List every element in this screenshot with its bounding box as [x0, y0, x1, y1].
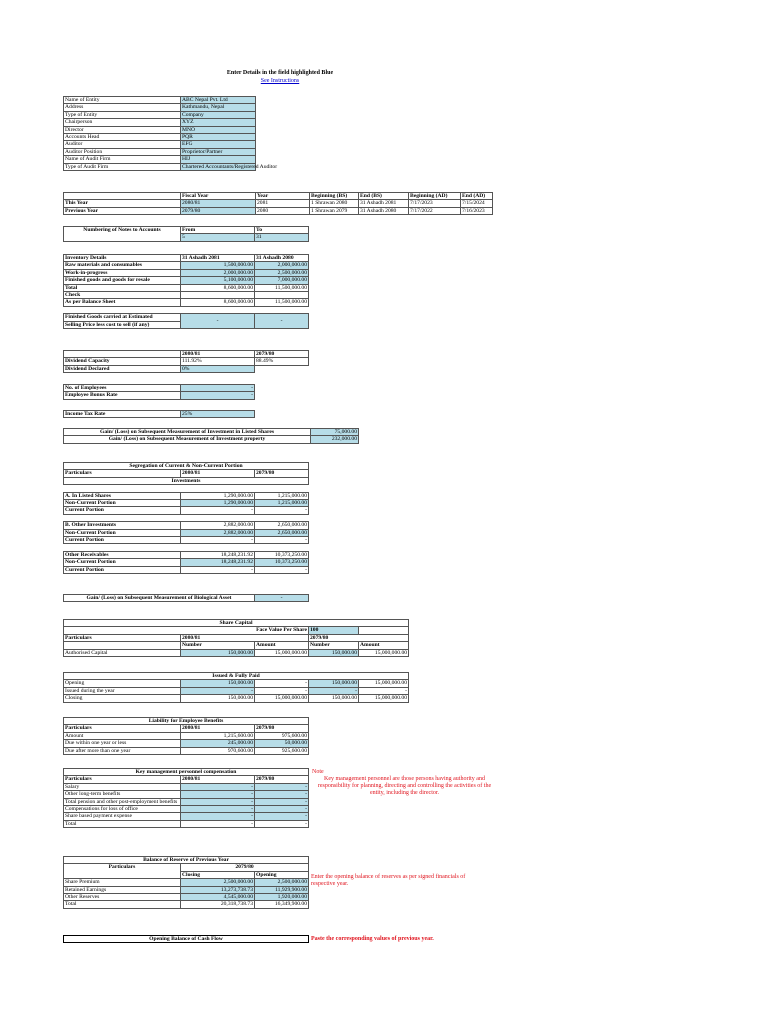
kmp-input[interactable]: -: [181, 783, 255, 790]
segregation-header: Particulars: [64, 470, 181, 477]
years-row-label: Previous Year: [64, 207, 181, 214]
reserve-input[interactable]: 11,929,900.00: [255, 886, 309, 893]
authorised-amount-2: 15,000,000.00: [359, 649, 409, 656]
kmp-value: -: [255, 820, 309, 827]
issued-row: [64, 687, 409, 694]
kmp-header-row: [64, 776, 309, 783]
segregation-input[interactable]: 18,248,231.92: [181, 559, 255, 566]
kmp-row: [64, 820, 309, 827]
entity-label: Type of Entity: [64, 111, 181, 118]
years-row: [64, 207, 493, 214]
segregation-header: 2080/81: [181, 470, 255, 477]
liability-input[interactable]: 50,000.00: [255, 740, 309, 747]
segregation-input[interactable]: 1,290,000.00: [181, 500, 255, 507]
notes-to-label: To: [255, 227, 309, 234]
entity-details-table: [63, 96, 278, 171]
kmp-input[interactable]: -: [255, 806, 309, 813]
segregation-value: 2,650,000.00: [255, 522, 309, 529]
segregation-row: [64, 500, 309, 507]
issued-label: Issued during the year: [64, 687, 181, 694]
entity-row: [64, 134, 256, 141]
reserve-note: Enter the opening balance of reserves as per signed financials of respective year.: [311, 874, 466, 887]
years-value: 31 Ashadh 2080: [359, 207, 409, 214]
inventory-header-row: [64, 255, 309, 262]
kmp-header: Particulars: [64, 776, 181, 783]
gain-property-label: Gain/ (Loss) on Subsequent Measurement of Investment property: [64, 436, 311, 443]
liability-row: [64, 732, 309, 739]
kmp-row: [64, 783, 309, 790]
segregation-label: Current Portion: [64, 507, 181, 514]
segregation-value: 18,248,231.92: [181, 551, 255, 558]
finished-goods-input[interactable]: -: [255, 314, 309, 329]
inventory-input[interactable]: 7,000,000.00: [255, 277, 309, 284]
segregation-label: Non-Current Portion: [64, 529, 181, 536]
notes-label: Numbering of Notes to Accounts: [64, 227, 181, 242]
inventory-header: 31 Ashadh 2080: [255, 255, 309, 262]
finished-goods-row: [64, 314, 309, 321]
segregation-header: 2079/80: [255, 470, 309, 477]
years-value: 2080: [256, 207, 310, 214]
years-header-row: [64, 193, 493, 200]
reserve-input[interactable]: 2,500,000.00: [255, 879, 309, 886]
reserve-input[interactable]: 4,545,000.00: [181, 894, 255, 901]
entity-value-input[interactable]: Company: [181, 111, 256, 118]
dividend-capacity-y1: 111.92%: [181, 358, 255, 365]
liability-value: 970,600.00: [181, 747, 255, 754]
issued-title: Issued & Fully Paid: [64, 673, 409, 680]
segregation-label: Current Portion: [64, 566, 181, 573]
gain-listed-label: Gain/ (Loss) on Subsequent Measurement of Investment in Listed Shares: [64, 429, 311, 436]
fiscal-year-input[interactable]: 2080/81: [181, 200, 256, 207]
segregation-value: -: [255, 566, 309, 573]
liability-title: Liability for Employee Benefits: [64, 718, 309, 725]
liability-value: 975,600.00: [255, 732, 309, 739]
kmp-row: [64, 798, 309, 805]
kmp-title: Key management personnel compensation: [64, 769, 309, 776]
liability-header-row: [64, 725, 309, 732]
segregation-row: [64, 529, 309, 536]
inventory-input[interactable]: 2,000,000.00: [181, 269, 255, 276]
inventory-value: 11,500,000.00: [255, 299, 309, 306]
issued-amount: -: [255, 680, 309, 687]
inventory-row: [64, 269, 309, 276]
segregation-value: 2,882,000.00: [181, 522, 255, 529]
segregation-row: [64, 507, 309, 514]
kmp-input[interactable]: -: [181, 798, 255, 805]
issued-label: Opening: [64, 680, 181, 687]
dividend-capacity-label: Dividend Capacity: [64, 358, 181, 365]
years-value: 1 Shrawan 2080: [310, 200, 359, 207]
inventory-input[interactable]: 2,000,000.00: [255, 262, 309, 269]
segregation-value: -: [181, 507, 255, 514]
reserve-title: Balance of Reserve of Previous Year: [64, 857, 309, 864]
inventory-value: 8,600,000.00: [181, 284, 255, 291]
entity-value-input[interactable]: Proprietor/Partner: [181, 148, 256, 155]
kmp-row: [64, 813, 309, 820]
kmp-input[interactable]: -: [255, 783, 309, 790]
reserve-row: [64, 901, 309, 908]
segregation-subheader: Investments: [64, 477, 309, 484]
gain-listed-input[interactable]: 75,000.00: [311, 429, 359, 436]
liability-row: [64, 740, 309, 747]
reserve-label: Retained Earnings: [64, 886, 181, 893]
entity-label: Accounts Head: [64, 134, 181, 141]
years-value: 7/15/2024: [461, 200, 493, 207]
issued-row: [64, 680, 409, 687]
cashflow-note: Paste the corresponding values of previous year.: [311, 936, 434, 942]
share-y1: 2080/81: [181, 634, 309, 641]
issued-amount: 15,000,000.00: [359, 680, 409, 687]
segregation-input[interactable]: 1,215,000.00: [255, 500, 309, 507]
page-title: Enter Details in the field highlighted Blue: [226, 70, 334, 76]
years-value: 31 Ashadh 2081: [359, 200, 409, 207]
liability-input[interactable]: 245,000.00: [181, 740, 255, 747]
inventory-value: 8,600,000.00: [181, 299, 255, 306]
finished-goods-label-2: Selling Price less cost to sell (if any): [64, 321, 181, 328]
kmp-input[interactable]: -: [181, 806, 255, 813]
entity-row: [64, 156, 256, 163]
segregation-row: [64, 559, 309, 566]
kmp-label: Other long-term benefits: [64, 791, 181, 798]
notes-to-input[interactable]: 31: [255, 234, 309, 241]
inventory-row: [64, 277, 309, 284]
liability-label: Due within one year or less: [64, 740, 181, 747]
years-header: Beginning (AD): [409, 193, 461, 200]
segregation-table: [63, 462, 309, 574]
liability-value: 925,600.00: [255, 747, 309, 754]
kmp-value: -: [181, 820, 255, 827]
entity-value-input[interactable]: XYZ: [181, 119, 256, 126]
dividend-table: [63, 350, 309, 373]
reserve-particulars: Particulars: [64, 864, 181, 879]
years-header: End (AD): [461, 193, 493, 200]
share-title: Share Capital: [64, 620, 409, 627]
years-value: 1 Shrawan 2079: [310, 207, 359, 214]
years-header: Fiscal Year: [181, 193, 256, 200]
years-header: [64, 193, 181, 200]
share-y2: 2079/80: [309, 634, 409, 641]
issued-number-input[interactable]: 150,000.00: [309, 680, 359, 687]
reserve-closing: Closing: [181, 871, 255, 878]
authorised-label: Authorised Capital: [64, 649, 181, 656]
inventory-header: Inventory Details: [64, 255, 181, 262]
segregation-value: 10,373,250.00: [255, 551, 309, 558]
segregation-value: -: [181, 566, 255, 573]
entity-row: [64, 126, 256, 133]
entity-value-input[interactable]: Kathmandu, Nepal: [181, 104, 256, 111]
kmp-label: Total: [64, 820, 181, 827]
finished-goods-label: Finished Goods carried at Estimated: [64, 314, 181, 321]
inventory-label: Work-in-progress: [64, 269, 181, 276]
entity-value-input[interactable]: MNO: [181, 126, 256, 133]
segregation-label: Current Portion: [64, 537, 181, 544]
entity-value-input[interactable]: ABC Nepal Pvt. Ltd: [181, 97, 256, 104]
entity-label: Type of Audit Firm: [64, 163, 181, 170]
kmp-label: Total pension and other post-employment benefits: [64, 798, 181, 805]
years-header: Year: [256, 193, 310, 200]
inventory-label: Finished goods and goods for resale: [64, 277, 181, 284]
reserve-label: Other Reserves: [64, 894, 181, 901]
reserve-input[interactable]: 1,920,000.00: [255, 894, 309, 901]
share-number-2: Number: [309, 642, 359, 649]
inventory-row: [64, 292, 309, 299]
entity-value-input[interactable]: Chartered Accountants/Registered Auditor: [182, 163, 278, 170]
inventory-header: 31 Ashadh 2081: [181, 255, 255, 262]
notes-from-label: From: [181, 227, 255, 234]
inventory-value: 11,500,000.00: [255, 284, 309, 291]
entity-row: [64, 111, 256, 118]
liability-header: 2079/80: [255, 725, 309, 732]
segregation-value: 1,290,000.00: [181, 492, 255, 499]
biological-asset-table: [63, 594, 309, 602]
issued-number: 150,000.00: [181, 695, 255, 702]
segregation-label: B. Other Investments: [64, 522, 181, 529]
reserve-label: Share Premium: [64, 879, 181, 886]
dividend-header-blank: [64, 351, 181, 358]
kmp-header: 2079/80: [255, 776, 309, 783]
entity-value-input[interactable]: HIJ: [181, 156, 256, 163]
notes-numbering-table: [63, 226, 309, 242]
segregation-value: -: [181, 537, 255, 544]
liability-row: [64, 747, 309, 754]
years-row: [64, 200, 493, 207]
inventory-label: Raw materials and consumables: [64, 262, 181, 269]
investment-gains-table: [63, 428, 359, 444]
segregation-row: [64, 537, 309, 544]
issued-amount: -: [359, 687, 409, 694]
segregation-label: Non-Current Portion: [64, 500, 181, 507]
face-value-label: Face Value Per Share: [64, 627, 309, 634]
entity-label: Chairperson: [64, 119, 181, 126]
reserve-value: 20,318,738.73: [181, 901, 255, 908]
notes-from-input[interactable]: 5: [181, 234, 255, 241]
years-value: 7/17/2023: [409, 200, 461, 207]
issued-number-input[interactable]: -: [309, 687, 359, 694]
bio-label: Gain/ (Loss) on Subsequent Measurement of Biological Asset: [64, 595, 255, 602]
reserve-input[interactable]: 13,273,738.73: [181, 886, 255, 893]
inventory-row: [64, 299, 309, 306]
issued-label: Closing: [64, 695, 181, 702]
kmp-input[interactable]: -: [181, 813, 255, 820]
issued-amount: 15,000,000.00: [359, 695, 409, 702]
segregation-row: [64, 566, 309, 573]
instructions-link[interactable]: See Instructions: [260, 78, 300, 84]
segregation-label: A. In Listed Shares: [64, 492, 181, 499]
segregation-input[interactable]: 10,373,250.00: [255, 559, 309, 566]
issued-number-input[interactable]: -: [181, 687, 255, 694]
liability-label: Due after more than one year: [64, 747, 181, 754]
seg-title-row: [64, 463, 309, 470]
employees-bonus-input[interactable]: -: [181, 392, 255, 399]
entity-value-input[interactable]: PQR: [181, 134, 256, 141]
share-amount-2: Amount: [359, 642, 409, 649]
kmp-table: [63, 768, 309, 828]
kmp-label: Share based payment expense: [64, 813, 181, 820]
gain-property-input[interactable]: 232,000.00: [311, 436, 359, 443]
kmp-input[interactable]: -: [181, 791, 255, 798]
inventory-table: [63, 254, 309, 329]
tax-table: [63, 410, 255, 418]
dividend-header-y2: 2079/80: [255, 351, 309, 358]
finished-goods-input[interactable]: -: [181, 314, 255, 329]
employees-bonus-label: Employee Bonus Rate: [64, 392, 181, 399]
authorised-amount-1: 15,000,000.00: [255, 649, 309, 656]
face-value-input[interactable]: 100: [309, 627, 359, 634]
kmp-input[interactable]: -: [255, 798, 309, 805]
dividend-declared-label: Dividend Declared: [64, 365, 181, 372]
issued-capital-table: [63, 672, 409, 703]
entity-row: [64, 119, 256, 126]
kmp-label: Salary: [64, 783, 181, 790]
reserve-label: Total: [64, 901, 181, 908]
reserve-year: 2079/80: [181, 864, 309, 871]
seg-sub-row: [64, 477, 309, 484]
entity-label: Director: [64, 126, 181, 133]
seg-header-row: [64, 470, 309, 477]
inventory-value: [181, 292, 255, 299]
entity-row: [64, 148, 256, 155]
kmp-row: [64, 791, 309, 798]
share-capital-table: [63, 619, 409, 657]
segregation-value: -: [255, 507, 309, 514]
fiscal-years-table: [63, 192, 493, 215]
employees-count-label: No. of Employees: [64, 385, 181, 392]
issued-row: [64, 695, 409, 702]
segregation-row: [64, 492, 309, 499]
inventory-input[interactable]: 2,500,000.00: [255, 269, 309, 276]
reserve-opening: Opening: [255, 871, 309, 878]
liability-header: 2080/81: [181, 725, 255, 732]
kmp-header: 2080/81: [181, 776, 255, 783]
entity-label: Auditor: [64, 141, 181, 148]
years-header: End (BS): [359, 193, 409, 200]
authorised-number-1[interactable]: 150,000.00: [181, 649, 255, 656]
years-value: 7/16/2023: [461, 207, 493, 214]
entity-label: Name of Audit Firm: [64, 156, 181, 163]
liability-header: Particulars: [64, 725, 181, 732]
issued-amount: 15,000,000.00: [255, 695, 309, 702]
entity-row: [64, 141, 256, 148]
segregation-value: -: [255, 537, 309, 544]
segregation-row: [64, 522, 309, 529]
entity-label: Address: [64, 104, 181, 111]
share-particulars: Particulars: [64, 634, 181, 641]
authorised-number-2[interactable]: 150,000.00: [309, 649, 359, 656]
reserve-input[interactable]: 2,500,000.00: [181, 879, 255, 886]
reserve-row: [64, 894, 309, 901]
share-amount-1: Amount: [255, 642, 309, 649]
reserve-value: 16,349,900.00: [255, 901, 309, 908]
bio-input[interactable]: -: [255, 595, 309, 602]
cashflow-label: Opening Balance of Cash Flow: [64, 936, 309, 943]
kmp-label: Compensations for loss of office: [64, 806, 181, 813]
segregation-row: [64, 551, 309, 558]
segregation-title: Segregation of Current & Non-Current Portion: [64, 463, 309, 470]
share-number-1: Number: [181, 642, 255, 649]
reserve-table: [63, 856, 309, 909]
cashflow-table: [63, 935, 309, 943]
segregation-input[interactable]: 2,882,000.00: [181, 529, 255, 536]
entity-row: [64, 97, 256, 104]
segregation-value: 1,215,000.00: [255, 492, 309, 499]
inventory-row: [64, 262, 309, 269]
inventory-label: Total: [64, 284, 181, 291]
segregation-label: Non-Current Portion: [64, 559, 181, 566]
dividend-header-y1: 2080/81: [181, 351, 255, 358]
inventory-input[interactable]: 1,500,000.00: [181, 262, 255, 269]
tax-input[interactable]: 25%: [181, 411, 255, 418]
years-value: 2081: [256, 200, 310, 207]
issued-number: 150,000.00: [309, 695, 359, 702]
entity-value-input[interactable]: EFG: [181, 141, 256, 148]
fiscal-year-input[interactable]: 2079/80: [181, 207, 256, 214]
inventory-label: As per Balance Sheet: [64, 299, 181, 306]
dividend-capacity-y2: 88.49%: [255, 358, 309, 365]
inventory-value: [255, 292, 309, 299]
entity-label: Name of Entity: [64, 97, 181, 104]
years-header: Beginning (BS): [310, 193, 359, 200]
years-row-label: This Year: [64, 200, 181, 207]
liability-value: 1,215,600.00: [181, 732, 255, 739]
segregation-label: Other Receivables: [64, 551, 181, 558]
inventory-label: Check: [64, 292, 181, 299]
entity-label: Auditor Position: [64, 148, 181, 155]
entity-row: [64, 104, 256, 111]
liability-label: Amount: [64, 732, 181, 739]
kmp-note: Key management personnel are those persons having authority and responsibility for planning, directing and controlling the activities of the entity, including the director.: [317, 776, 492, 796]
entity-row: [64, 163, 256, 170]
kmp-note-title: Note: [312, 769, 324, 775]
inventory-row: [64, 284, 309, 291]
liability-table: [63, 717, 309, 755]
employees-count-input[interactable]: -: [181, 385, 255, 392]
dividend-declared-input[interactable]: 0%: [181, 365, 255, 372]
issued-amount: -: [255, 687, 309, 694]
kmp-input[interactable]: -: [255, 813, 309, 820]
tax-label: Income Tax Rate: [64, 411, 181, 418]
reserve-row: [64, 886, 309, 893]
reserve-row: [64, 879, 309, 886]
issued-number-input[interactable]: 150,000.00: [181, 680, 255, 687]
employees-table: [63, 384, 255, 400]
kmp-row: [64, 806, 309, 813]
inventory-input[interactable]: 5,100,000.00: [181, 277, 255, 284]
years-value: 7/17/2022: [409, 207, 461, 214]
segregation-input[interactable]: 2,650,000.00: [255, 529, 309, 536]
kmp-input[interactable]: -: [255, 791, 309, 798]
